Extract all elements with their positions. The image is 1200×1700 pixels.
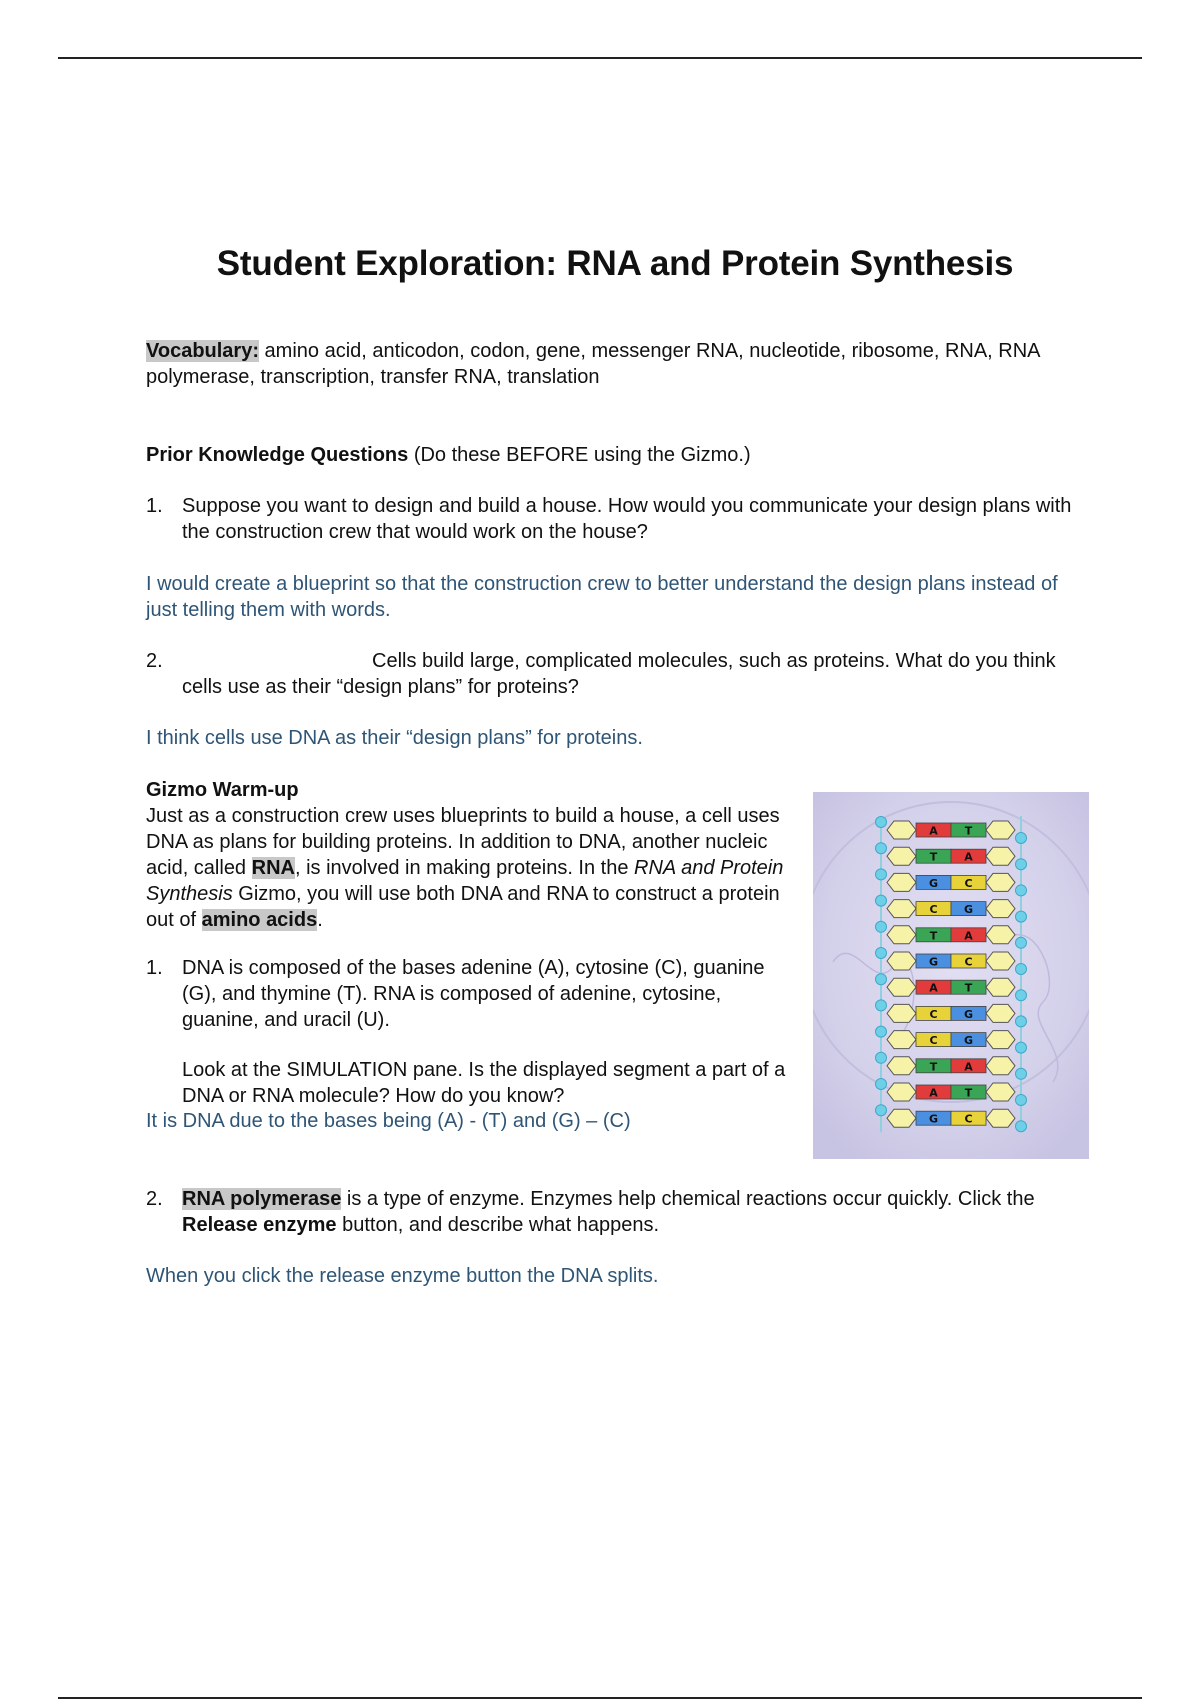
intro-text: . xyxy=(317,909,323,931)
left-phosphate xyxy=(876,1079,887,1090)
prior-question-1 xyxy=(146,493,1086,545)
left-phosphate xyxy=(876,974,887,985)
left-base-label: T xyxy=(929,850,938,864)
warmup-answer-1: It is DNA due to the bases being (A) - (T) and (G) – (C) xyxy=(146,1110,631,1132)
intro-text: , is involved in making proteins. In the xyxy=(294,857,635,879)
left-base-label: T xyxy=(929,929,938,943)
question-text-2: Look at the SIMULATION pane. Is the displayed segment a part of a DNA or RNA molecule? How do you know? xyxy=(182,1059,786,1107)
right-sugar xyxy=(986,900,1015,918)
left-sugar xyxy=(887,952,916,970)
left-phosphate xyxy=(876,895,887,906)
right-phosphate xyxy=(1016,1095,1027,1106)
left-base-label: G xyxy=(928,955,939,969)
dna-double-helix xyxy=(813,792,1089,1159)
right-sugar xyxy=(986,1004,1015,1022)
right-phosphate xyxy=(1016,964,1027,975)
right-sugar xyxy=(986,1057,1015,1075)
left-sugar xyxy=(887,847,916,865)
right-sugar xyxy=(986,1083,1015,1101)
left-phosphate xyxy=(876,1105,887,1116)
left-phosphate xyxy=(876,869,887,880)
warmup-section xyxy=(146,777,786,933)
question-text xyxy=(182,1186,1086,1238)
question-number: 2. xyxy=(146,1188,163,1210)
left-sugar xyxy=(887,1083,916,1101)
rna-term: RNA xyxy=(251,857,295,879)
prior-knowledge-heading xyxy=(146,442,1086,468)
left-base-label: T xyxy=(929,1060,938,1074)
warmup-question-1 xyxy=(146,955,786,1109)
right-phosphate xyxy=(1016,1042,1027,1053)
question-text-part: button, and describe what happens. xyxy=(336,1214,659,1236)
left-sugar xyxy=(887,1031,916,1049)
left-phosphate xyxy=(876,843,887,854)
left-phosphate xyxy=(876,817,887,828)
bottom-rule xyxy=(58,1697,1142,1699)
right-base-label: A xyxy=(964,1060,973,1074)
left-phosphate xyxy=(876,1026,887,1037)
right-base-label: G xyxy=(963,1034,974,1048)
prior-knowledge-title: Prior Knowledge Questions xyxy=(146,444,409,466)
left-base-label: G xyxy=(928,1112,939,1126)
right-sugar xyxy=(986,1031,1015,1049)
left-base-label: A xyxy=(929,1086,938,1100)
left-sugar xyxy=(887,873,916,891)
gizmo-name: RNA and Protein Synthesis xyxy=(146,857,784,905)
right-base-label: G xyxy=(963,1007,974,1021)
page-title: Student Exploration: RNA and Protein Synthesis xyxy=(216,244,1014,283)
left-base-label: A xyxy=(929,981,938,995)
left-sugar xyxy=(887,978,916,996)
right-phosphate xyxy=(1016,937,1027,948)
left-base-label: G xyxy=(928,876,939,890)
question-text: Suppose you want to design and build a house. How would you communicate your design plans with the construction crew that would work on the house? xyxy=(182,495,1072,543)
right-base-label: T xyxy=(964,981,973,995)
warmup-heading: Gizmo Warm-up xyxy=(146,779,299,801)
prior-knowledge-note: (Do these BEFORE using the Gizmo.) xyxy=(408,444,751,466)
rna-polymerase-term: RNA polymerase xyxy=(182,1188,342,1210)
question-2-body: Cells build large, complicated molecules, such as proteins. What do you think cells use as their “design plans” for proteins? xyxy=(182,650,1056,698)
question-number: 2. xyxy=(146,650,163,672)
left-base-label: C xyxy=(929,903,938,917)
left-sugar xyxy=(887,1004,916,1022)
left-base-label: A xyxy=(929,824,938,838)
right-phosphate xyxy=(1016,1121,1027,1132)
right-base-label: T xyxy=(964,824,973,838)
question-text-part: is a type of enzyme. Enzymes help chemical reactions occur quickly. Click the xyxy=(341,1188,1035,1210)
right-base-label: A xyxy=(964,850,973,864)
left-phosphate xyxy=(876,948,887,959)
left-base-label: C xyxy=(929,1007,938,1021)
right-base-label: T xyxy=(964,1086,973,1100)
right-phosphate xyxy=(1016,1068,1027,1079)
right-phosphate xyxy=(1016,911,1027,922)
right-sugar xyxy=(986,1109,1015,1127)
warmup-intro xyxy=(146,803,786,933)
left-phosphate xyxy=(876,921,887,932)
right-sugar xyxy=(986,873,1015,891)
left-base-label: C xyxy=(929,1034,938,1048)
vocabulary-terms: amino acid, anticodon, codon, gene, messenger RNA, nucleotide, ribosome, RNA, RNA polymerase, transcription, transfer RNA, translation xyxy=(146,340,1040,388)
right-base-label: C xyxy=(964,1112,973,1126)
right-sugar xyxy=(986,952,1015,970)
release-enzyme-reference: Release enzyme xyxy=(182,1214,337,1236)
question-text xyxy=(182,648,1086,700)
right-base-label: A xyxy=(964,929,973,943)
warmup-answer-2: When you click the release enzyme button the DNA splits. xyxy=(146,1265,659,1287)
right-phosphate xyxy=(1016,990,1027,1001)
amino-acids-term: amino acids xyxy=(201,909,318,931)
question-number: 1. xyxy=(146,495,163,517)
figure-background xyxy=(813,792,1089,1159)
right-base-label: C xyxy=(964,876,973,890)
intro-text: Just as a construction crew uses blueprints to build a house, a cell uses DNA as plans for building proteins. In addition to DNA, another nucleic acid, called xyxy=(146,805,780,879)
right-sugar xyxy=(986,926,1015,944)
left-phosphate xyxy=(876,1052,887,1063)
prior-answer-1: I would create a blueprint so that the construction crew to better understand the design plans instead of just telling them with words. xyxy=(146,573,1058,621)
question-text: DNA is composed of the bases adenine (A), cytosine (C), guanine (G), and thymine (T). RNA is composed of adenine, cytosine, guanine, and uracil (U). xyxy=(182,957,765,1031)
right-phosphate xyxy=(1016,885,1027,896)
right-sugar xyxy=(986,847,1015,865)
prior-question-2 xyxy=(146,648,1086,700)
left-phosphate xyxy=(876,1000,887,1011)
left-sugar xyxy=(887,821,916,839)
right-phosphate xyxy=(1016,833,1027,844)
simulation-dna-figure xyxy=(813,792,1089,1159)
right-base-label: C xyxy=(964,955,973,969)
right-base-label: G xyxy=(963,903,974,917)
left-sugar xyxy=(887,1109,916,1127)
prior-answer-2: I think cells use DNA as their “design plans” for proteins. xyxy=(146,727,643,749)
right-phosphate xyxy=(1016,1016,1027,1027)
vocabulary-paragraph xyxy=(146,338,1086,390)
warmup-question-2 xyxy=(146,1186,1086,1238)
right-phosphate xyxy=(1016,859,1027,870)
right-sugar xyxy=(986,821,1015,839)
left-sugar xyxy=(887,926,916,944)
top-rule xyxy=(58,57,1142,59)
question-number: 1. xyxy=(146,957,163,979)
right-sugar xyxy=(986,978,1015,996)
left-sugar xyxy=(887,900,916,918)
vocabulary-label: Vocabulary: xyxy=(146,340,259,362)
left-sugar xyxy=(887,1057,916,1075)
intro-text: Gizmo, you will use both DNA and RNA to construct a protein out of xyxy=(146,883,780,931)
